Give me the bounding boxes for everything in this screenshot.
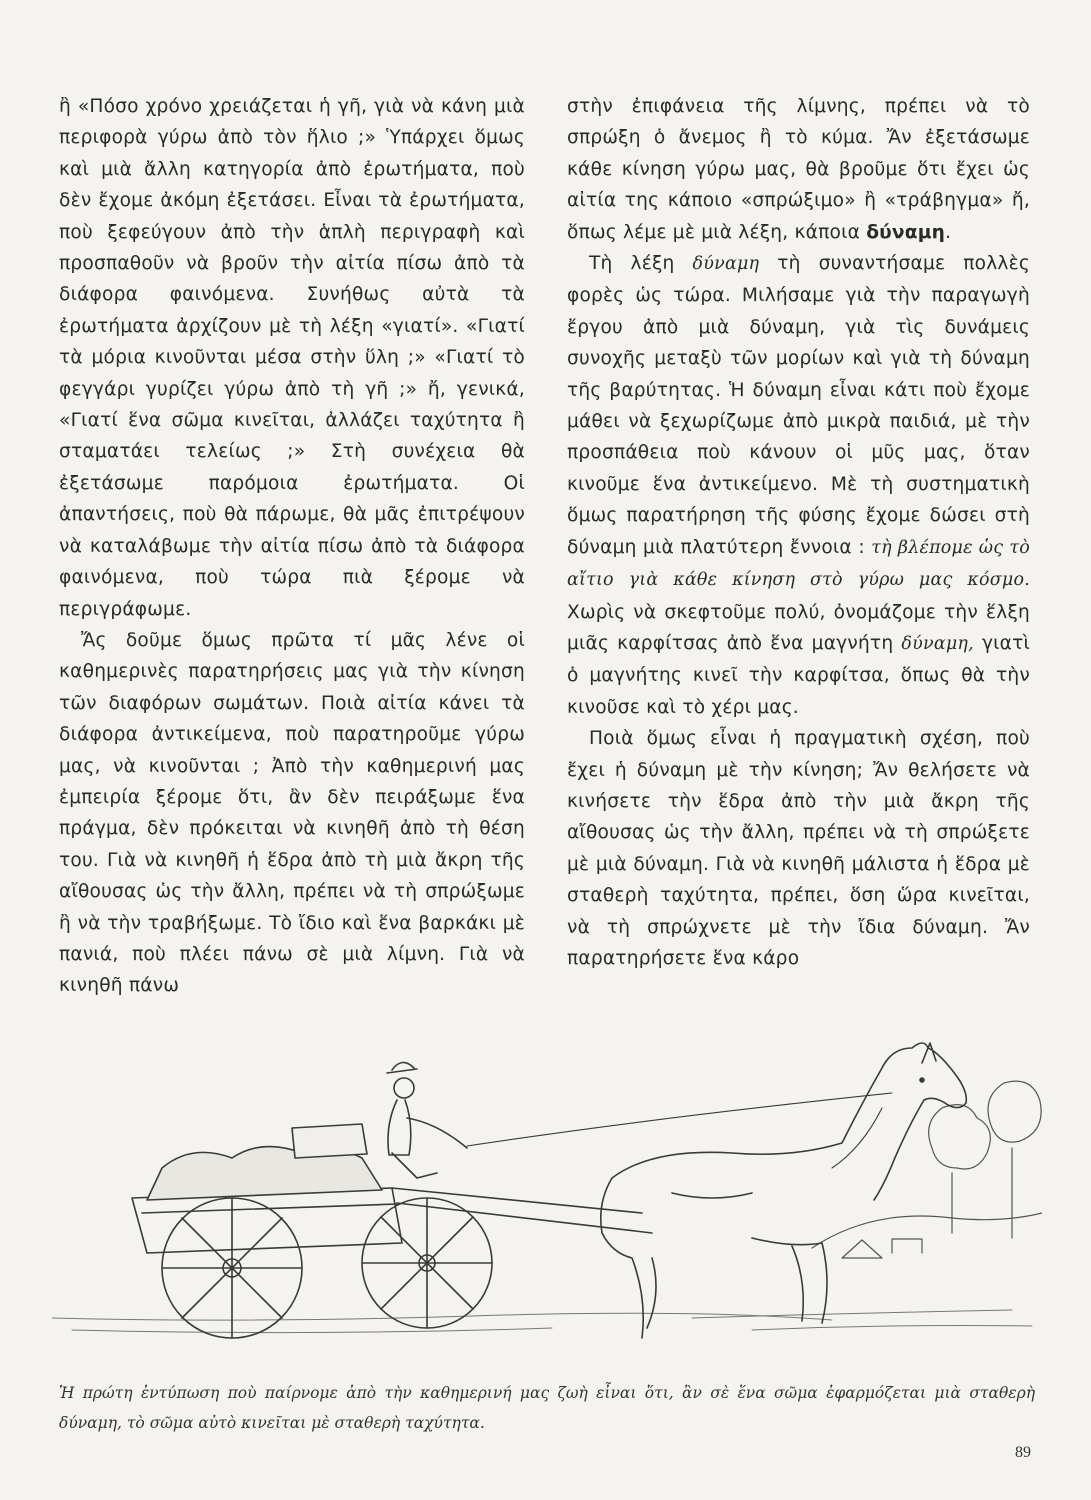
text-run: τὴ συναντήσαμε πολλὲς φορὲς ὡς τώρα. Μιλήσαμε γιὰ τὴν παραγωγὴ ἔργου ἀπὸ μιὰ δύναμη, γιὰ τὶς δυνάμεις συνοχῆς μεταξὺ τῶν μορίων καὶ γιὰ τὴ δύναμη τῆς βαρύτητας. Ἡ δύναμη εἶναι κάτι ποὺ ἔχομε μάθει νὰ ξεχωρίζωμε ἀπὸ μικρὰ παιδιά, μὲ τὴν προσπάθεια ποὺ κάνουν οἱ μῦς μας, ὅταν κινοῦμε ἕνα ἀντικείμενο. Μὲ τὴ συστηματικὴ ὅμως παρατήρηση τῆς φύσης ἔχομε δώσει στὴ δύναμη μιὰ πλατύτερη ἔννοια : (567, 253, 1030, 558)
paragraph: ἢ «Πόσο χρόνο χρειάζεται ἡ γῆ, γιὰ νὰ κάνη μιὰ περιφορὰ γύρω ἀπὸ τὸν ἥλιο ;» Ὑπάρχει ὅμως καὶ μιὰ ἄλλη κατηγορία ἀπὸ ἐρωτήματα, ποὺ δὲν ἔχομε ἀκόμη ἐξετάσει. Εἶναι τὰ ἐρωτήματα, ποὺ ξεφεύγουν ἀπὸ τὴν ἁπλὴ περιγραφὴ καὶ προσπαθοῦν νὰ βροῦν τὴν αἰτία πίσω ἀπὸ τὰ διάφορα φαινόμενα. Συνήθως αὐτὰ τὰ ἐρωτήματα ἀρχίζουν μὲ τὴ λέξη «γιατί». «Γιατί τὰ μόρια κινοῦνται μέσα στὴν ὕλη ;» «Γιατί τὸ φεγγάρι γυρίζει γύρω ἀπὸ τὴ γῆ ;» ἤ, γενικά, «Γιατί ἕνα σῶμα κινεῖται, ἀλλάζει ταχύτητα ἢ σταματάει τελείως ;» Στὴ συνέχεια θὰ ἐξετάσωμε παρόμοια ἐρωτήματα. Οἱ ἀπαντήσεις, ποὺ θὰ πάρωμε, θὰ μᾶς ἐπιτρέψουν νὰ καταλάβωμε τὴν αἰτία πίσω ἀπὸ τὰ διάφορα φαινόμενα, ποὺ τώρα πιὰ ξέρομε νὰ περιγράφωμε. (59, 96, 525, 620)
horse-cart-illustration (52, 1018, 1042, 1358)
figure-caption: Ἡ πρώτη ἐντύπωση ποὺ παίρνομε ἀπὸ τὴν καθημερινή μας ζωὴ εἶναι ὅτι, ἂν σὲ ἕνα σῶμα ἐφαρμόζεται μιὰ σταθερὴ δύναμη, τὸ σῶμα αὐτὸ κινεῖται μὲ σταθερὴ ταχύτητα. (59, 1384, 1035, 1432)
cart-driver (387, 1062, 467, 1178)
paragraph: στὴν ἐπιφάνεια τῆς λίμνης, πρέπει νὰ τὸ σπρώξη ὁ ἄνεμος ἢ τὸ κύμα. Ἄν ἐξετάσωμε κάθε κίνηση γύρω μας, θὰ βροῦμε ὅτι ἔχει ὡς αἰτία της κάποιο «σπρώξιμο» ἢ «τράβηγμα» ἤ, ὅπως λέμε μὲ μιὰ λέξη, κάποια δύναμη. (567, 96, 1030, 243)
italic-term: δύναμη (692, 254, 760, 275)
cart-rear-wheel (162, 1198, 302, 1338)
text-run: Τὴ λέξη (589, 253, 675, 275)
paragraph: Ἄς δοῦμε ὅμως πρῶτα τί μᾶς λένε οἱ καθημερινὲς παρατηρήσεις μας γιὰ τὴν κίνηση τῶν διαφόρων σωμάτων. Ποιὰ αἰτία κάνει τὰ διάφορα ἀντικείμενα, ποὺ παρατηροῦμε γύρω μας, νὰ κινοῦνται ; Ἀπὸ τὴν καθημερινή μας ἐμπειρία ξέρομε ὅτι, ἂν δὲν πειράξωμε ἕνα πράγμα, δὲν πρόκειται νὰ κινηθῆ ἀπὸ τὴ θέση του. Γιὰ νὰ κινηθῆ ἡ ἕδρα ἀπὸ τὴ μιὰ ἄκρη τῆς αἴθουσας ὡς τὴν ἄλλη, πρέπει νὰ τὴ σπρώξωμε ἢ νὰ τὴν τραβήξωμε. Τὸ ἴδιο καὶ ἕνα βαρκάκι μὲ πανιά, ποὺ πλέει πάνω σὲ μιὰ λίμνη. Γιὰ νὰ κινηθῆ πάνω (59, 629, 525, 997)
reins (467, 1093, 892, 1146)
cart-body (132, 1124, 652, 1253)
horse (601, 1043, 967, 1338)
left-text-column (59, 91, 525, 1002)
page-number: 89 (1015, 1444, 1031, 1461)
bold-term: δύναμη (866, 221, 946, 243)
cart-front-wheel (362, 1198, 492, 1328)
background-trees (812, 1081, 1042, 1258)
italic-term: δύναμη, (901, 633, 974, 654)
paragraph (567, 248, 1030, 723)
text-run: στὴν ἐπιφάνεια τῆς λίμνης, πρέπει νὰ τὸ σπρώξη ὁ ἄνεμος ἢ τὸ κύμα. Ἄν ἐξετάσωμε κάθε κίνηση γύρω μας, θὰ βροῦμε ὅτι ἔχει ὡς αἰτία της κάποιο «σπρώξιμο» ἢ «τράβηγμα» ἤ, ὅπως λέμε μὲ μιὰ λέξη, κάποια (567, 96, 1030, 243)
italic-phrase: τὴ βλέπομε ὡς τὸ αἴτιο γιὰ κάθε κίνηση στὸ γύρω μας κόσμο. (567, 537, 1030, 591)
right-text-column (567, 91, 1030, 974)
text-run: Χωρὶς νὰ σκεφτοῦμε πολύ, ὀνομάζομε τὴν ἕλξη μιᾶς καρφίτσας ἀπὸ ἕνα μαγνήτη (567, 601, 1030, 654)
text-run: γιατὶ ὁ μαγνήτης κινεῖ τὴν καρφίτσα, ὅπως θὰ τὴν κινοῦσε καὶ τὸ χέρι μας. (567, 632, 1030, 718)
paragraph: Ποιὰ ὅμως εἶναι ἡ πραγματικὴ σχέση, ποὺ ἔχει ἡ δύναμη μὲ τὴν κίνηση; Ἄν θελήσετε νὰ κινήσετε τὴν ἕδρα ἀπὸ τὴν μιὰ ἄκρη τῆς αἴθουσας ὡς τὴν ἄλλη, πρέπει νὰ τὴ σπρώξετε μὲ μιὰ δύναμη. Γιὰ νὰ κινηθῆ μάλιστα ἡ ἕδρα μὲ σταθερὴ ταχύτητα, πρέπει, ὅση ὥρα κινεῖται, νὰ τὴ σπρώχνετε μὲ τὴν ἴδια δύναμη. Ἄν παρατηρήσετε ἕνα κάρο (567, 728, 1030, 969)
